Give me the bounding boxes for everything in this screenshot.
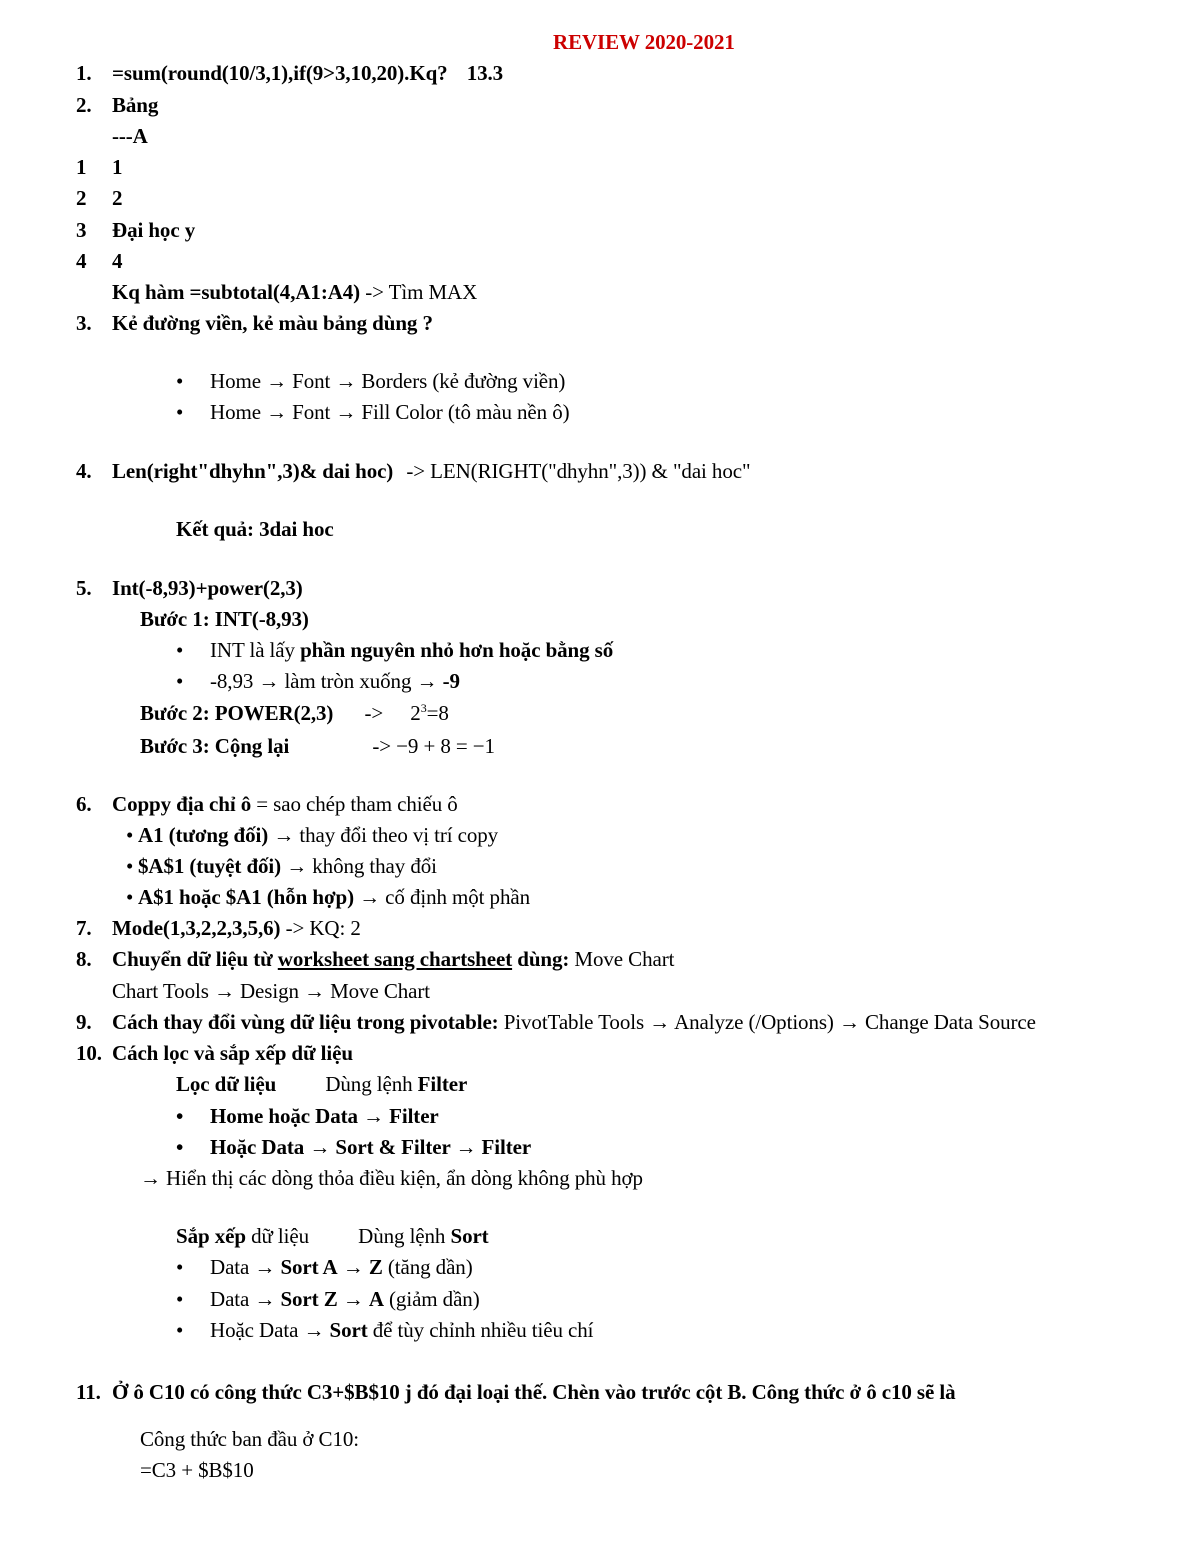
sort-heading: Sắp xếp dữ liệu Dùng lệnh Sort <box>176 1224 489 1248</box>
step-3: Bước 3: Cộng lại -> −9 + 8 = −1 <box>140 734 495 758</box>
question-text: Ở ô C10 có công thức C3+$B$10 j đó đại loại thế. Chèn vào trước cột B. Công thức ở ô c10 sẽ là <box>112 1380 956 1404</box>
bullet-icon: • <box>176 1104 184 1128</box>
step-1: Bước 1: INT(-8,93) <box>140 607 309 631</box>
question-number: 11. <box>76 1380 101 1404</box>
question-number: 6. <box>76 792 92 816</box>
bullet-icon: • <box>176 400 184 424</box>
question-text: Len(right"dhyhn",3)& dai hoc) <box>112 459 394 483</box>
formula-text: =C3 + $B$10 <box>140 1458 254 1482</box>
answer-text: 13.3 <box>466 61 504 85</box>
question-9: 9. Cách thay đổi vùng dữ liệu trong pivotable: PivotTable Tools → Analyze (/Options) → Change Data Source <box>76 1010 1036 1034</box>
bullet-icon: • <box>176 1135 184 1159</box>
question-text: Kẻ đường viền, kẻ màu bảng dùng ? <box>112 311 433 335</box>
table-row: 3 Đại học y <box>76 218 196 242</box>
table-row: 1 1 <box>76 155 123 179</box>
question-number: 2. <box>76 93 92 117</box>
question-10 <box>76 1039 353 1067</box>
list-item: • A$1 hoặc $A1 (hỗn hợp) → cố định một phần <box>126 885 530 909</box>
bullet-icon: • <box>126 854 134 878</box>
list-item: • A1 (tương đối) → thay đổi theo vị trí copy <box>126 823 499 847</box>
question-number: 9. <box>76 1010 92 1034</box>
list-item: • Hoặc Data → Sort & Filter → Filter <box>176 1135 532 1159</box>
table-row: 4 4 <box>76 249 123 273</box>
filter-note: → Hiển thị các dòng thỏa điều kiện, ẩn dòng không phù hợp <box>140 1166 643 1190</box>
question-text: =sum(round(10/3,1),if(9>3,10,20).Kq? <box>112 61 448 85</box>
question-2 <box>76 91 158 119</box>
list-item: • Home → Font → Borders (kẻ đường viền) <box>176 369 566 393</box>
bullet-icon: • <box>176 1255 184 1279</box>
formula-label: Công thức ban đầu ở C10: <box>140 1427 359 1451</box>
question-1 <box>76 59 503 87</box>
question-8: 8. Chuyển dữ liệu từ worksheet sang chartsheet dùng: Move Chart <box>76 947 675 971</box>
bullet-icon: • <box>176 638 184 662</box>
bullet-icon: • <box>176 1318 184 1342</box>
question-6: 6. Coppy địa chỉ ô = sao chép tham chiếu ô <box>76 792 458 816</box>
question-text: Cách thay đổi vùng dữ liệu trong pivotable: <box>112 1010 499 1034</box>
question-7: 7. Mode(1,3,2,2,3,5,6) -> KQ: 2 <box>76 916 361 940</box>
question-number: 8. <box>76 947 92 971</box>
question-text: Bảng <box>112 93 159 117</box>
table-header: ---A <box>112 124 148 148</box>
question-number: 4. <box>76 459 92 483</box>
bullet-icon: • <box>176 669 184 693</box>
list-item: • Home hoặc Data → Filter <box>176 1104 439 1128</box>
bullet-icon: • <box>176 1287 184 1311</box>
menu-path: Chart Tools → Design → Move Chart <box>112 979 430 1003</box>
page-title: REVIEW 2020-2021 <box>553 30 735 54</box>
bullet-icon: • <box>176 369 184 393</box>
step-2: Bước 2: POWER(2,3) -> $2^3=8$ <box>140 701 449 725</box>
question-5 <box>76 574 303 602</box>
question-number: 3. <box>76 311 92 335</box>
list-item: • Data → Sort Z → A (giảm dần) <box>176 1287 480 1311</box>
list-item: • -8,93 → làm tròn xuống → -9 <box>176 669 460 693</box>
subtotal-result: Kq hàm =subtotal(4,A1:A4) -> Tìm MAX <box>112 280 478 304</box>
filter-heading: Lọc dữ liệu Dùng lệnh Filter <box>176 1072 468 1096</box>
bullet-icon: • <box>126 823 134 847</box>
question-4 <box>76 457 750 485</box>
question-text: Coppy địa chỉ ô <box>112 792 252 816</box>
question-number: 10. <box>76 1041 102 1065</box>
list-item: • $A$1 (tuyệt đối) → không thay đổi <box>126 854 437 878</box>
list-item: • Home → Font → Fill Color (tô màu nền ô) <box>176 400 570 424</box>
question-number: 1. <box>76 61 92 85</box>
question-11 <box>76 1378 956 1406</box>
list-item: • Hoặc Data → Sort để tùy chỉnh nhiều tiêu chí <box>176 1318 594 1342</box>
question-number: 5. <box>76 576 92 600</box>
answer-text: -> LEN(RIGHT("dhyhn",3)) & "dai hoc" <box>406 459 751 483</box>
question-text: Mode(1,3,2,2,3,5,6) <box>112 916 281 940</box>
list-item: • INT là lấy phần nguyên nhỏ hơn hoặc bằng số <box>176 638 614 662</box>
result-text: Kết quả: 3dai hoc <box>176 517 334 541</box>
question-3 <box>76 309 433 337</box>
question-text: Int(-8,93)+power(2,3) <box>112 576 303 600</box>
question-number: 7. <box>76 916 92 940</box>
bullet-icon: • <box>126 885 134 909</box>
question-text: Cách lọc và sắp xếp dữ liệu <box>112 1041 353 1065</box>
table-row: 2 2 <box>76 186 123 210</box>
list-item: • Data → Sort A → Z (tăng dần) <box>176 1255 473 1279</box>
